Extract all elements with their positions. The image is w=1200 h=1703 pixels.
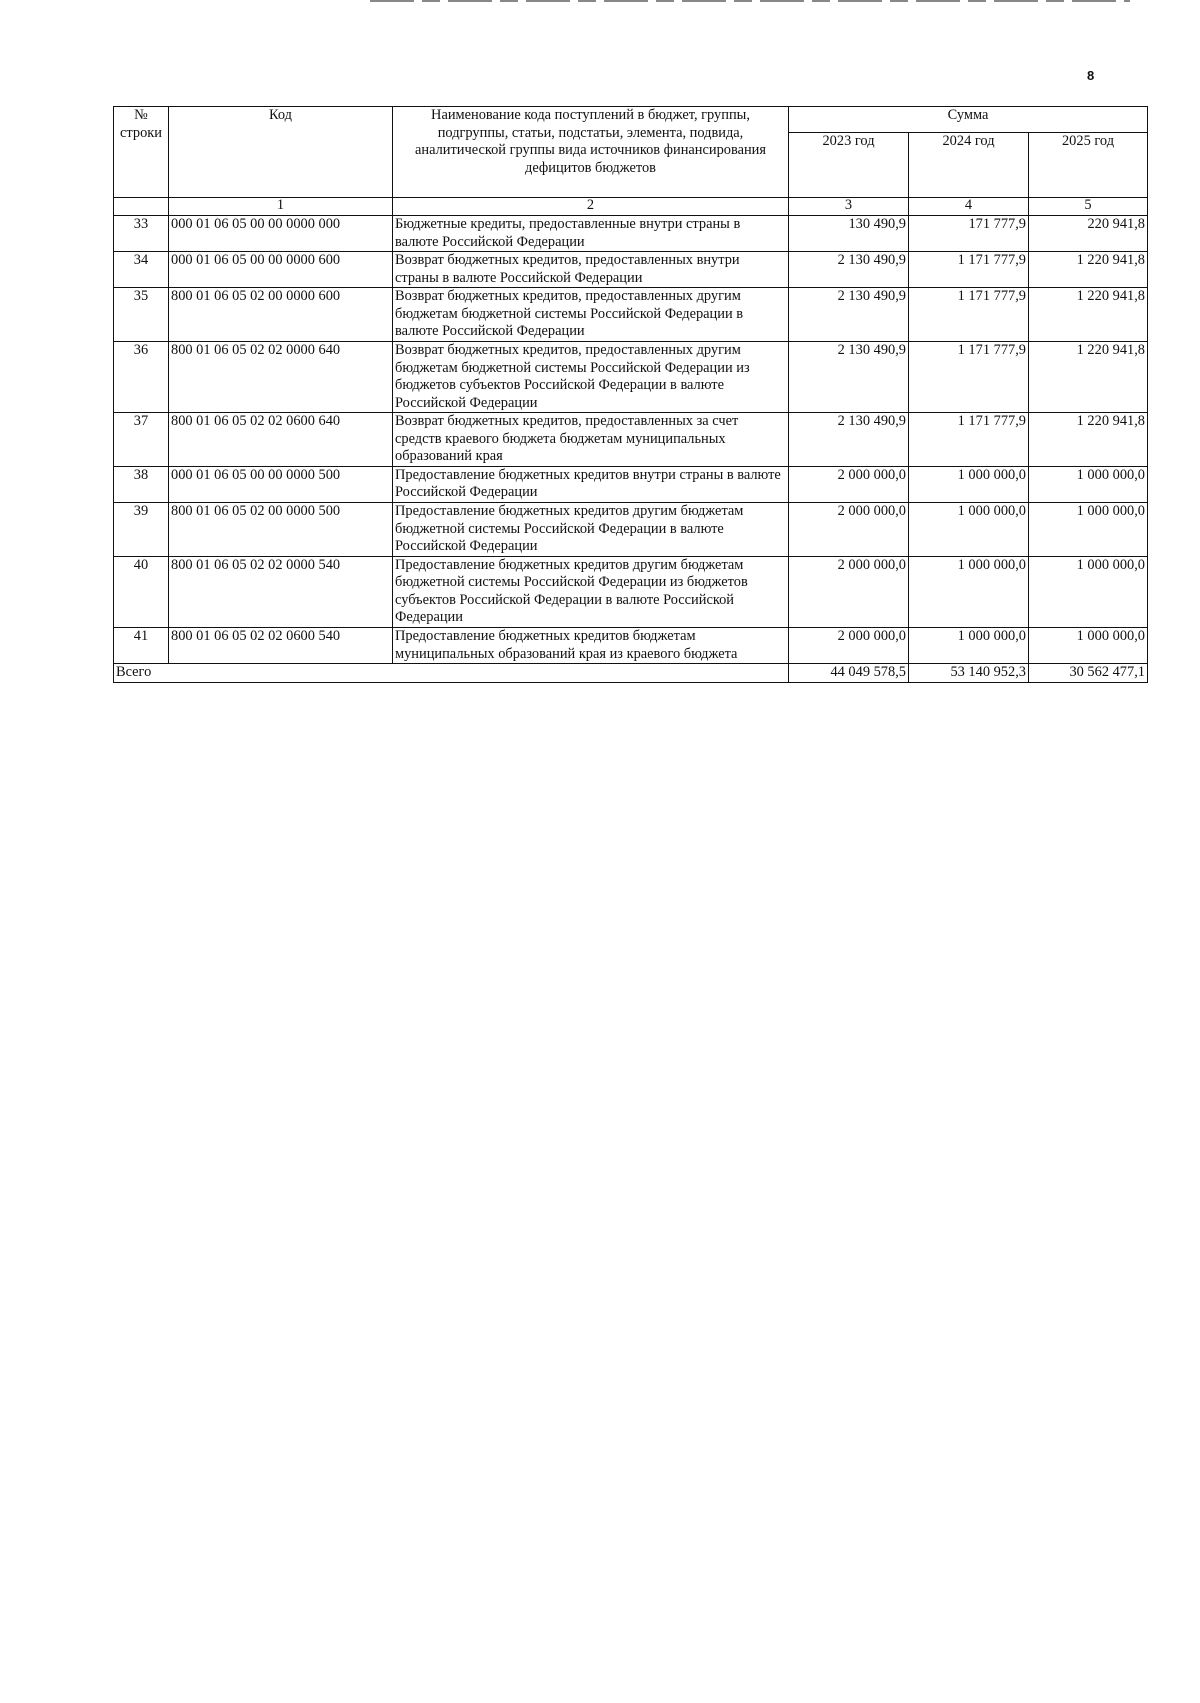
- row-name: Предоставление бюджетных кредитов другим бюджетам бюджетной системы Российской Федерации в валюте Российской Федерации: [393, 503, 789, 557]
- row-name: Бюджетные кредиты, предоставленные внутри страны в валюте Российской Федерации: [393, 216, 789, 252]
- value-2024: 1 000 000,0: [909, 503, 1029, 557]
- value-2023: 2 130 490,9: [789, 288, 909, 342]
- header-year-2024: 2024 год: [909, 133, 1029, 198]
- header-code: Код: [169, 107, 393, 198]
- column-number: 2: [393, 198, 789, 216]
- value-2024: 1 000 000,0: [909, 627, 1029, 663]
- row-name: Предоставление бюджетных кредитов другим бюджетам бюджетной системы Российской Федерации из бюджетов субъектов Российской Федерации в валюте Российской Федерации: [393, 556, 789, 627]
- row-name: Возврат бюджетных кредитов, предоставленных за счет средств краевого бюджета бюджетам муниципальных образований края: [393, 413, 789, 467]
- row-code: 000 01 06 05 00 00 0000 000: [169, 216, 393, 252]
- value-2024: 1 171 777,9: [909, 341, 1029, 412]
- row-code: 800 01 06 05 02 02 0600 540: [169, 627, 393, 663]
- row-code: 800 01 06 05 02 02 0000 540: [169, 556, 393, 627]
- row-number: 34: [114, 252, 169, 288]
- row-name: Возврат бюджетных кредитов, предоставленных внутри страны в валюте Российской Федерации: [393, 252, 789, 288]
- row-number: 36: [114, 341, 169, 412]
- row-number: 41: [114, 627, 169, 663]
- column-number: 5: [1029, 198, 1148, 216]
- value-2025: 1 000 000,0: [1029, 556, 1148, 627]
- value-2025: 1 220 941,8: [1029, 288, 1148, 342]
- column-number: [114, 198, 169, 216]
- row-code: 800 01 06 05 02 00 0000 600: [169, 288, 393, 342]
- table-row: [114, 288, 1148, 342]
- row-number: 33: [114, 216, 169, 252]
- total-2023: 44 049 578,5: [789, 664, 909, 683]
- row-code: 800 01 06 05 02 02 0000 640: [169, 341, 393, 412]
- table-row: [114, 556, 1148, 627]
- page-number: 8: [1087, 68, 1095, 83]
- row-number: 37: [114, 413, 169, 467]
- value-2023: 2 130 490,9: [789, 252, 909, 288]
- value-2025: 1 000 000,0: [1029, 503, 1148, 557]
- table-row: [114, 627, 1148, 663]
- row-name: Предоставление бюджетных кредитов внутри страны в валюте Российской Федерации: [393, 466, 789, 502]
- total-empty-cell: [393, 664, 789, 683]
- value-2023: 2 130 490,9: [789, 413, 909, 467]
- value-2025: 1 220 941,8: [1029, 341, 1148, 412]
- value-2024: 171 777,9: [909, 216, 1029, 252]
- value-2024: 1 171 777,9: [909, 288, 1029, 342]
- value-2024: 1 000 000,0: [909, 466, 1029, 502]
- table-row: [114, 466, 1148, 502]
- row-code: 000 01 06 05 00 00 0000 600: [169, 252, 393, 288]
- column-numbers-row: [114, 198, 1148, 216]
- table-row: [114, 503, 1148, 557]
- row-name: Возврат бюджетных кредитов, предоставленных другим бюджетам бюджетной системы Российской Федерации в валюте Российской Федерации: [393, 288, 789, 342]
- row-number: 35: [114, 288, 169, 342]
- total-2025: 30 562 477,1: [1029, 664, 1148, 683]
- value-2023: 2 000 000,0: [789, 556, 909, 627]
- value-2025: 1 220 941,8: [1029, 413, 1148, 467]
- value-2023: 2 000 000,0: [789, 503, 909, 557]
- column-number: 1: [169, 198, 393, 216]
- value-2025: 1 220 941,8: [1029, 252, 1148, 288]
- scan-edge-artifact: [370, 0, 1130, 2]
- header-sum: Сумма: [789, 107, 1148, 133]
- budget-sources-table: [113, 106, 1148, 683]
- value-2025: 1 000 000,0: [1029, 627, 1148, 663]
- value-2024: 1 171 777,9: [909, 413, 1029, 467]
- header-year-2025: 2025 год: [1029, 133, 1148, 198]
- header-year-2023: 2023 год: [789, 133, 909, 198]
- row-code: 800 01 06 05 02 02 0600 640: [169, 413, 393, 467]
- value-2025: 220 941,8: [1029, 216, 1148, 252]
- total-2024: 53 140 952,3: [909, 664, 1029, 683]
- column-number: 3: [789, 198, 909, 216]
- row-number: 39: [114, 503, 169, 557]
- table-row: [114, 252, 1148, 288]
- value-2023: 130 490,9: [789, 216, 909, 252]
- table-row: [114, 216, 1148, 252]
- row-number: 38: [114, 466, 169, 502]
- row-number: 40: [114, 556, 169, 627]
- value-2023: 2 000 000,0: [789, 466, 909, 502]
- table-row: [114, 341, 1148, 412]
- column-number: 4: [909, 198, 1029, 216]
- row-code: 800 01 06 05 02 00 0000 500: [169, 503, 393, 557]
- header-row-1: [114, 107, 1148, 133]
- value-2023: 2 000 000,0: [789, 627, 909, 663]
- row-name: Возврат бюджетных кредитов, предоставленных другим бюджетам бюджетной системы Российской Федерации из бюджетов субъектов Российской Федерации в валюте Российской Федерации: [393, 341, 789, 412]
- header-row-number: № строки: [114, 107, 169, 198]
- value-2024: 1 171 777,9: [909, 252, 1029, 288]
- header-name: Наименование кода поступлений в бюджет, группы, подгруппы, статьи, подстатьи, элемента, подвида, аналитической группы вида источников финансирования дефицитов бюджетов: [393, 107, 789, 198]
- total-empty-cell: [169, 664, 393, 683]
- value-2023: 2 130 490,9: [789, 341, 909, 412]
- total-label: Всего: [114, 664, 169, 683]
- total-row: [114, 664, 1148, 683]
- value-2024: 1 000 000,0: [909, 556, 1029, 627]
- row-name: Предоставление бюджетных кредитов бюджетам муниципальных образований края из краевого бюджета: [393, 627, 789, 663]
- row-code: 000 01 06 05 00 00 0000 500: [169, 466, 393, 502]
- table-row: [114, 413, 1148, 467]
- value-2025: 1 000 000,0: [1029, 466, 1148, 502]
